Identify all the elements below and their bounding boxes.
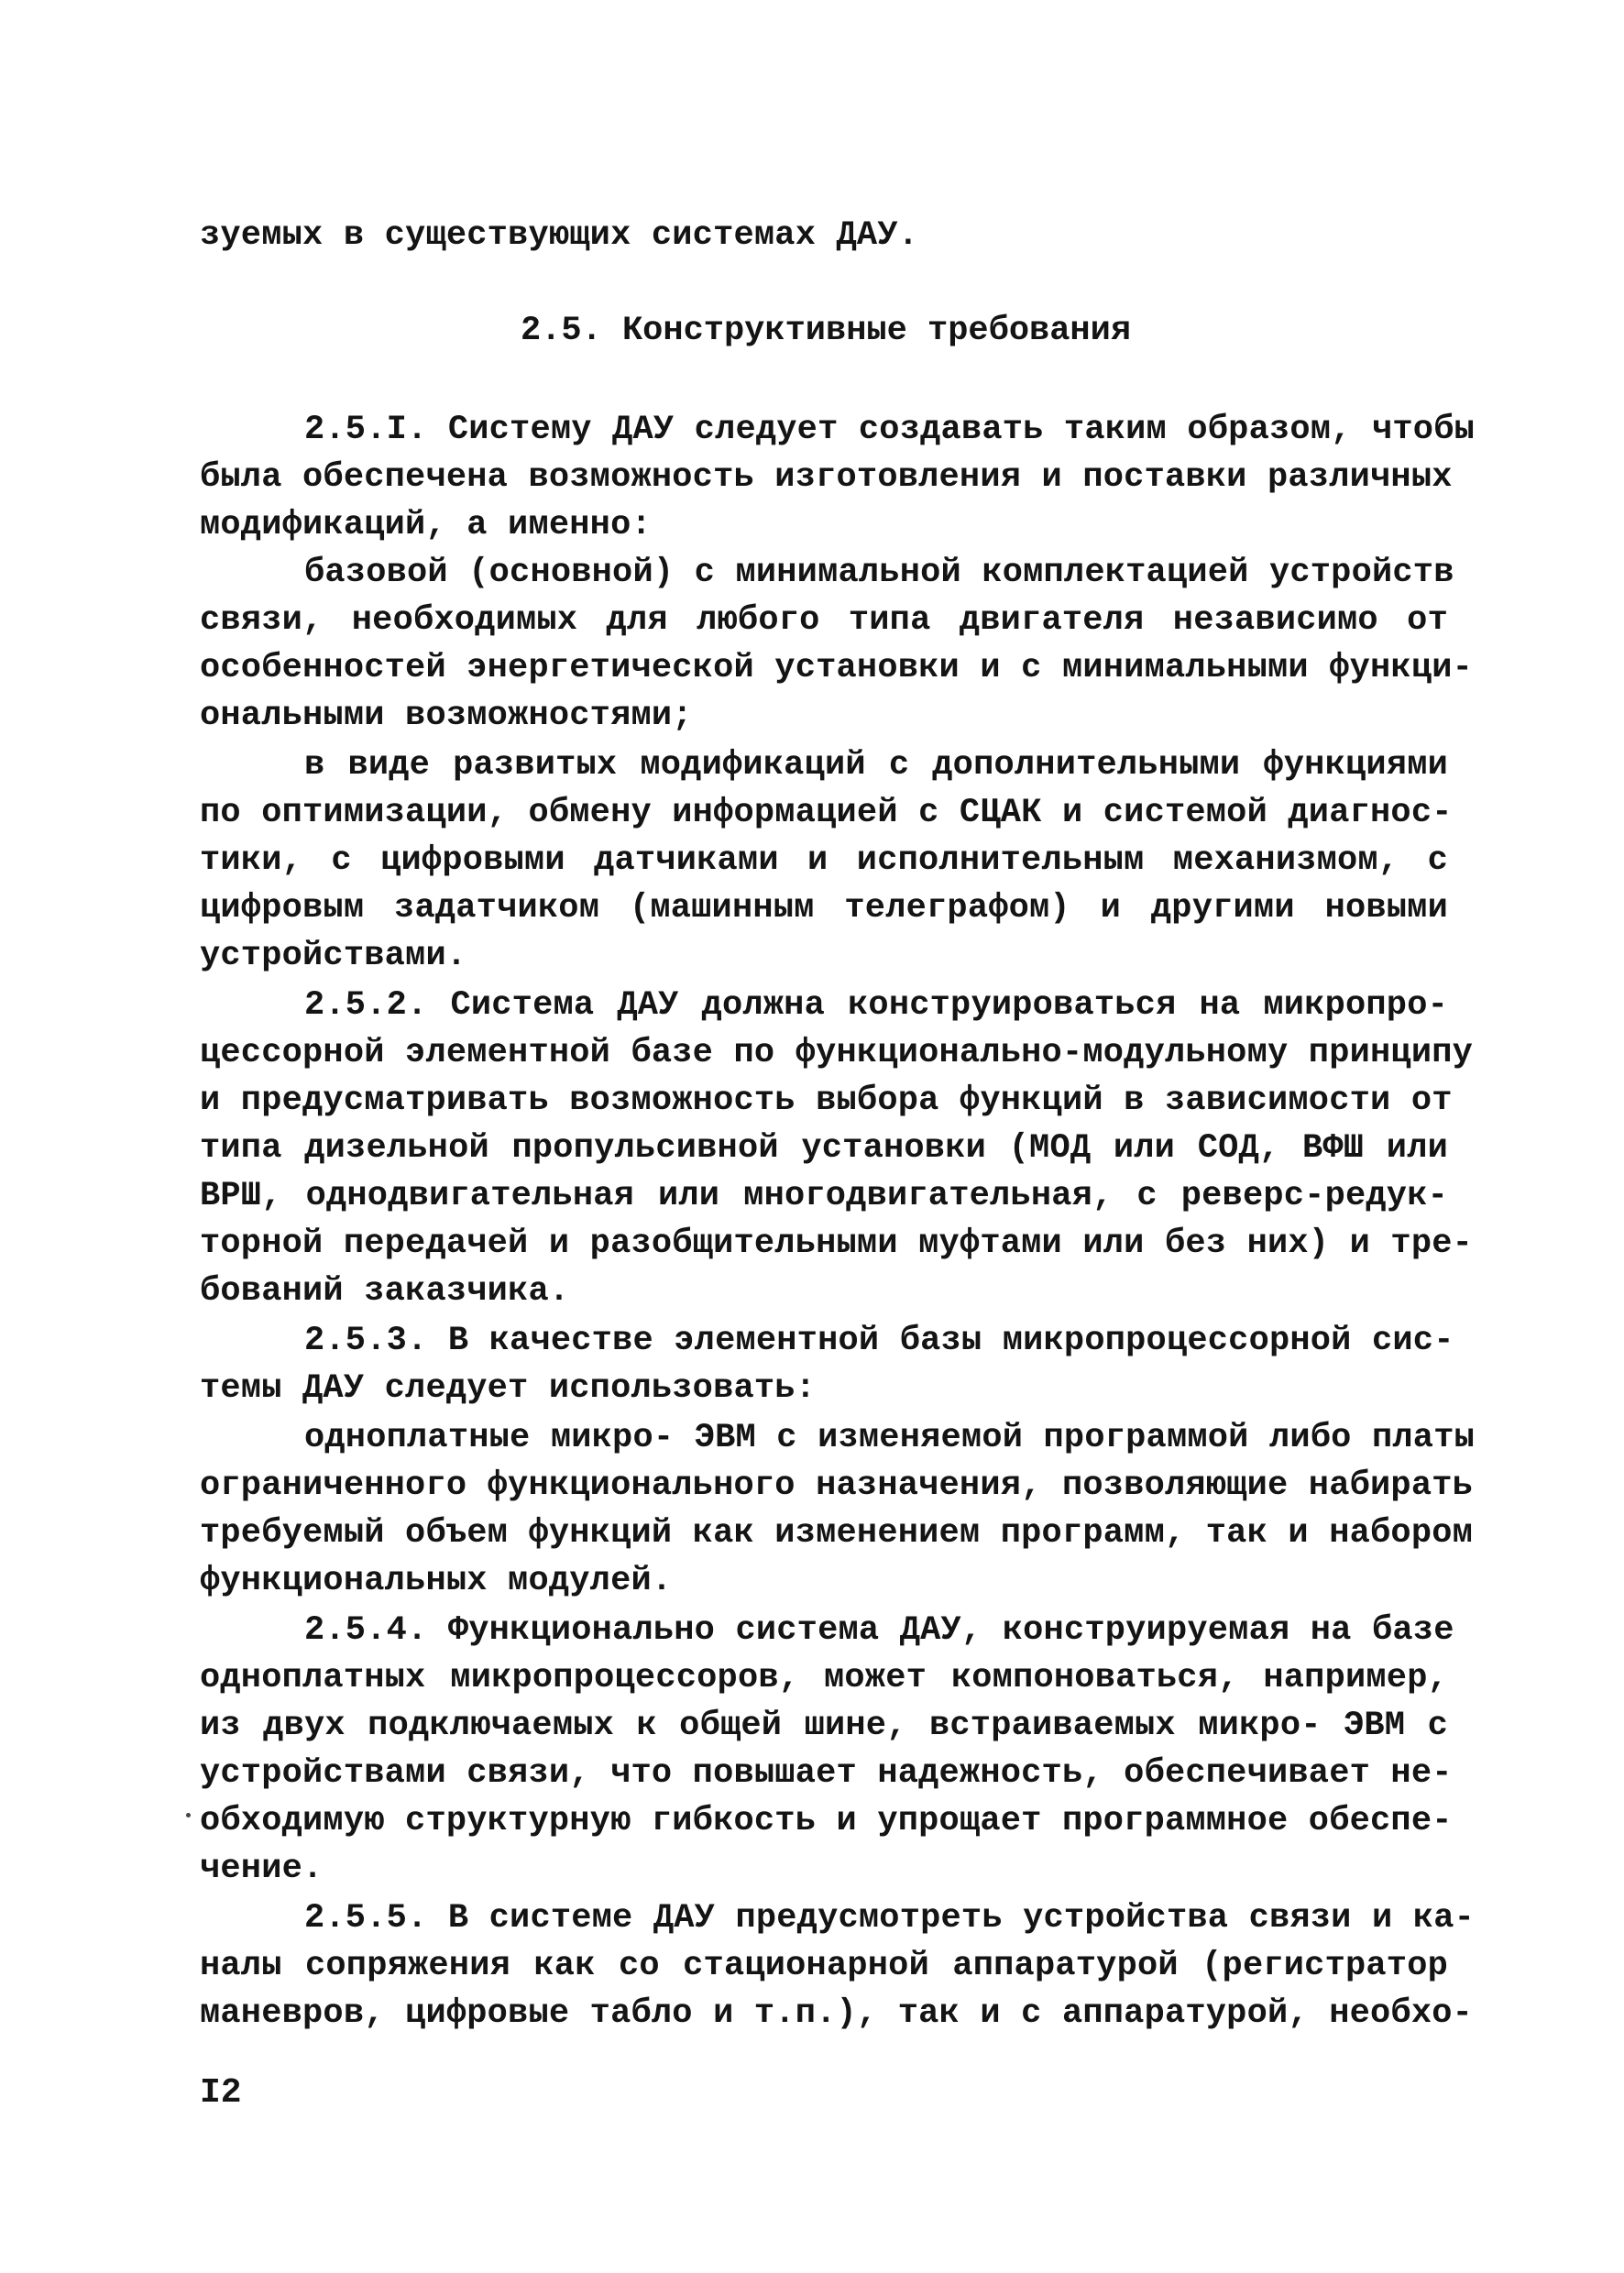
text-line: темы ДАУ следует использовать:	[200, 1369, 817, 1408]
text-line: торной передачей и разобщительными муфтами или без них) и тре-	[200, 1224, 1474, 1263]
text-line: в виде развитых модификаций с дополнительными функциями	[304, 746, 1448, 785]
text-line: ограниченного функционального назначения, позволяющие набирать	[200, 1466, 1474, 1505]
text-line: 2.5.5. В системе ДАУ предусмотреть устройства связи и ка-	[304, 1899, 1476, 1938]
text-line: и предусматривать возможность выбора функций в зависимости от	[200, 1082, 1453, 1120]
text-line: маневров, цифровые табло и т.п.), так и с аппаратурой, необхо-	[200, 1994, 1474, 2033]
text-line: одноплатных микропроцессоров, может компоноваться, например,	[200, 1659, 1448, 1697]
page-number: I2	[200, 2073, 242, 2113]
text-line: чение.	[200, 1850, 324, 1888]
text-line: 2.5.4. Функционально система ДАУ, конструируемая на базе	[304, 1611, 1454, 1650]
text-line: из двух подключаемых к общей шине, встраиваемых микро- ЭВМ с	[200, 1707, 1448, 1745]
text-line: ональными возможностями;	[200, 697, 693, 735]
text-line: налы сопряжения как со стационарной аппаратурой (регистратор	[200, 1947, 1448, 1985]
text-line: функциональных модулей.	[200, 1562, 673, 1600]
text-line: ВРШ, однодвигательная или многодвигательная, с реверс-редук-	[200, 1177, 1448, 1215]
text-line: зуемых в существующих системах ДАУ.	[200, 216, 919, 255]
text-line: цифровым задатчиком (машинным телеграфом) и другими новыми	[200, 889, 1448, 928]
text-line: модификаций, а именно:	[200, 506, 652, 544]
text-line: особенностей энергетической установки и с минимальными функци-	[200, 649, 1474, 687]
text-line: 2.5.I. Систему ДАУ следует создавать таким образом, чтобы	[304, 411, 1476, 449]
text-line: одноплатные микро- ЭВМ с изменяемой программой либо платы	[304, 1419, 1476, 1457]
section-heading: 2.5. Конструктивные требования	[520, 312, 1132, 350]
text-line: обходимую структурную гибкость и упрощает программное обеспе-	[200, 1802, 1453, 1840]
text-line: типа дизельной пропульсивной установки (МОД или СОД, ВФШ или	[200, 1129, 1448, 1168]
text-line: связи, необходимых для любого типа двигателя независимо от	[200, 601, 1448, 640]
text-line: была обеспечена возможность изготовления и поставки различных	[200, 458, 1453, 497]
text-line: базовой (основной) с минимальной комплектацией устройств	[304, 554, 1454, 592]
text-line: требуемый объем функций как изменением программ, так и набором	[200, 1514, 1474, 1553]
scan-speck	[186, 1813, 191, 1817]
text-line: по оптимизации, обмену информацией с СЦАК и системой диагнос-	[200, 794, 1453, 832]
text-line: бований заказчика.	[200, 1272, 570, 1311]
text-line: тики, с цифровыми датчиками и исполнительным механизмом, с	[200, 841, 1448, 880]
text-line: устройствами связи, что повышает надежность, обеспечивает не-	[200, 1754, 1453, 1793]
text-line: цессорной элементной базе по функционально-модульному принципу	[200, 1034, 1474, 1072]
text-line: устройствами.	[200, 937, 467, 975]
text-line: 2.5.2. Система ДАУ должна конструироваться на микропро-	[304, 986, 1448, 1025]
text-line: 2.5.3. В качестве элементной базы микропроцессорной сис-	[304, 1322, 1454, 1360]
